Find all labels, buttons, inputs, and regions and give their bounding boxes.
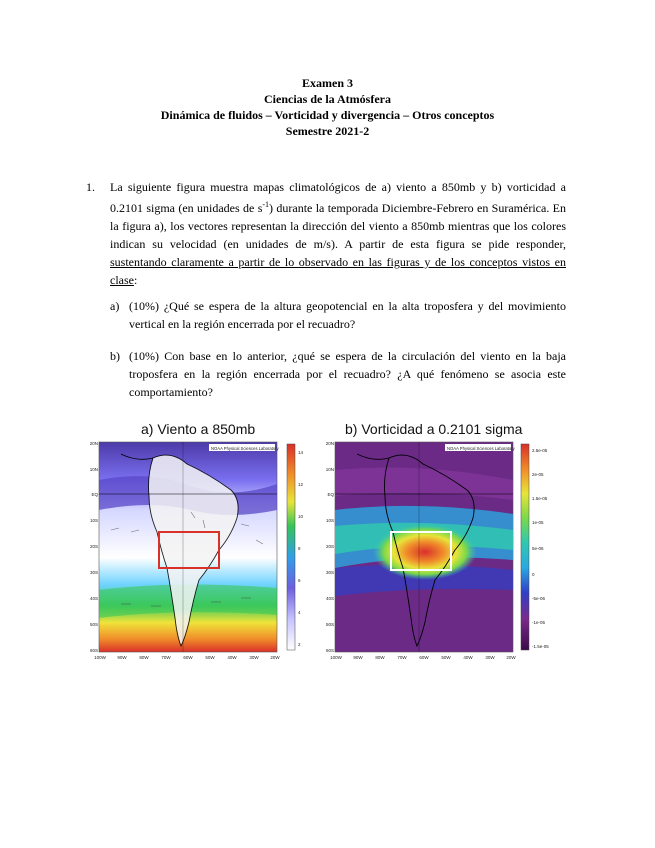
colorbar-label: 5e-06: [532, 546, 544, 551]
colorbar-label: 14: [298, 450, 304, 455]
lon-label: 90W: [353, 655, 363, 660]
colorbar-label: 0: [532, 572, 535, 577]
subquestion-label: b): [110, 349, 120, 363]
underlined-instruction: sustentando claramente a partir de lo observado en las figuras y de los conceptos vistos en clase: [110, 255, 566, 287]
colorbar-label: -1.5e-05: [532, 644, 549, 649]
lon-label: 50W: [441, 655, 451, 660]
exam-title: Examen 3: [302, 76, 353, 90]
lat-label: 10N: [325, 467, 334, 472]
lon-label: 20W: [270, 655, 280, 660]
colorbar-label: 2e-05: [532, 472, 544, 477]
lon-label: 90W: [117, 655, 127, 660]
lat-label: 20N: [89, 441, 98, 446]
lat-label: EQ: [327, 492, 334, 497]
map-b-title: b) Vorticidad a 0.2101 sigma: [345, 421, 523, 437]
lon-label: 100W: [330, 655, 342, 660]
superscript: -1: [262, 200, 270, 209]
lon-label: 40W: [463, 655, 473, 660]
colorbar-label: 10: [298, 514, 304, 519]
question-text: La siguiente figura muestra mapas climatológicos de a) viento a 850mb y b) vorticidad a 0.2101 sigma (en unidades de $s^{-1}$) durante la temporada Diciembre-Febrero en Suramérica. En la figura a), los vectores representan la dirección del viento a 850mb mientras que los colores indican su velocidad (en unidades de m/s). A partir de esta figura se pide responder, sustentando claramente a partir de lo observado en las figuras y de los conceptos vistos en clase:: [110, 180, 566, 287]
lon-label: 70W: [397, 655, 407, 660]
map-a-title: a) Viento a 850mb: [141, 421, 256, 437]
lat-label: 20N: [325, 441, 334, 446]
lat-label: 60S: [325, 648, 334, 653]
colorbar-b: [521, 444, 529, 650]
colorbar-label: 4: [298, 610, 301, 615]
question-1: [86, 178, 566, 289]
colorbar-label: 2: [298, 642, 301, 647]
subquestion-text: (10%) Con base en lo anterior, ¿qué se espera de la circulación del viento en la baja troposfera en la región encerrada por el recuadro? ¿A qué fenómeno se asocia este comportamiento?: [129, 349, 566, 399]
map-a-credit: NOAA Physical Sciences Laboratory: [211, 446, 279, 451]
map-a-figure: [91, 440, 307, 662]
lon-label: 30W: [485, 655, 495, 660]
lon-label: 20W: [506, 655, 516, 660]
question-number: 1.: [86, 180, 95, 194]
map-b-credit: NOAA Physical Sciences Laboratory: [447, 446, 515, 451]
lon-label: 80W: [139, 655, 149, 660]
colorbar-label: 8: [298, 546, 301, 551]
lat-label: 60S: [89, 648, 98, 653]
map-b-figure: [319, 440, 565, 662]
lat-label: 10N: [89, 467, 98, 472]
lon-label: 30W: [249, 655, 259, 660]
lon-label: 60W: [183, 655, 193, 660]
lon-label: 40W: [227, 655, 237, 660]
lat-label: 30S: [89, 570, 98, 575]
lat-label: 20S: [325, 544, 334, 549]
lat-label: 20S: [89, 544, 98, 549]
lat-label: 50S: [89, 622, 98, 627]
colorbar-label: 1e-05: [532, 520, 544, 525]
lon-label: 70W: [161, 655, 171, 660]
lon-label: 100W: [94, 655, 106, 660]
course-name: Ciencias de la Atmósfera: [264, 92, 391, 106]
lon-label: 80W: [375, 655, 385, 660]
lat-label: EQ: [91, 492, 98, 497]
colorbar-label: 2.5e-05: [532, 448, 548, 453]
lon-label: 50W: [205, 655, 215, 660]
lon-label: 60W: [419, 655, 429, 660]
lat-label: 10S: [89, 518, 98, 523]
colorbar-label: 1.5e-05: [532, 496, 548, 501]
lat-label: 30S: [325, 570, 334, 575]
exam-header: [0, 75, 655, 139]
lat-label: 40S: [325, 596, 334, 601]
lat-label: 10S: [325, 518, 334, 523]
subquestion-text: (10%) ¿Qué se espera de la altura geopotencial en la alta troposfera y del movimiento vertical en la región encerrada por el recuadro?: [129, 299, 566, 331]
subquestion-a: [110, 297, 566, 333]
subquestion-label: a): [110, 299, 120, 313]
colorbar-label: -5e-06: [532, 596, 546, 601]
subquestion-b: [110, 347, 566, 401]
lat-label: 50S: [325, 622, 334, 627]
colorbar-a: [287, 444, 295, 650]
semester: Semestre 2021-2: [285, 124, 370, 138]
colorbar-label: 12: [298, 482, 304, 487]
exam-topic: Dinámica de fluidos – Vorticidad y divergencia – Otros conceptos: [160, 108, 495, 122]
lat-label: 40S: [89, 596, 98, 601]
colorbar-label: 6: [298, 578, 301, 583]
colorbar-label: -1e-05: [532, 620, 546, 625]
